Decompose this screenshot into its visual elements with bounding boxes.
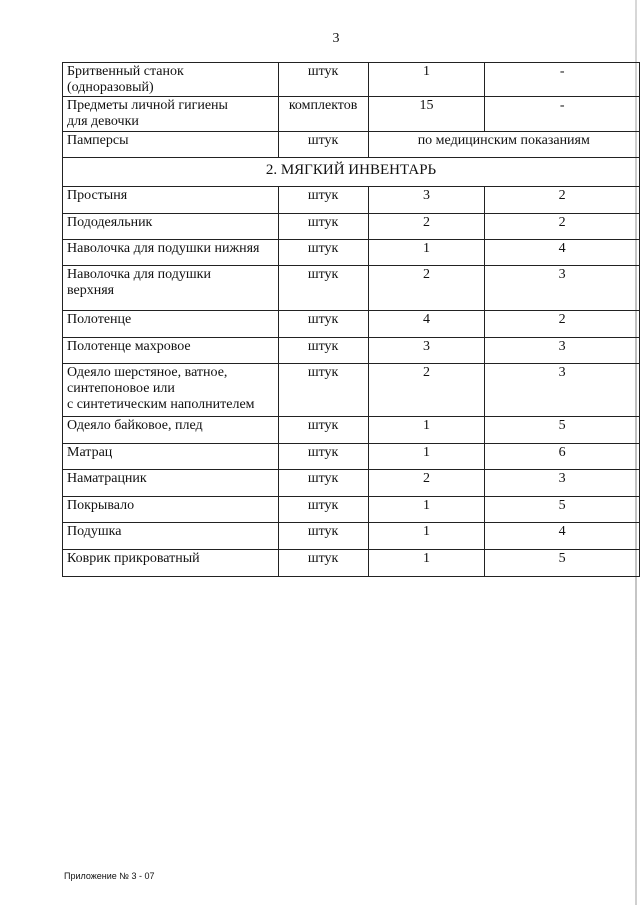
- table-body-top: [63, 63, 640, 187]
- table-row: [63, 187, 640, 214]
- item-unit: комплектов: [278, 97, 368, 132]
- item-value-1: 1: [368, 497, 485, 523]
- item-name: Покрывало: [63, 497, 279, 523]
- medical-indication-note: по медицинским показаниям: [368, 132, 639, 158]
- item-unit: штук: [278, 311, 368, 338]
- item-unit: штук: [278, 338, 368, 364]
- item-value-1: 2: [368, 470, 485, 497]
- item-value-1: 1: [368, 523, 485, 550]
- page-number: 3: [332, 31, 340, 46]
- item-unit: штук: [278, 497, 368, 523]
- item-name: Памперсы: [63, 132, 279, 158]
- table-row: [63, 470, 640, 497]
- table-row: [63, 97, 640, 132]
- footer-note: Приложение № 3 - 07: [64, 871, 155, 881]
- item-value-2: 5: [485, 497, 640, 523]
- item-unit: штук: [278, 266, 368, 311]
- item-name: Бритвенный станок (одноразовый): [63, 63, 279, 97]
- item-name: Одеяло байковое, плед: [63, 417, 279, 444]
- table-row: [63, 132, 640, 158]
- item-value-1: 2: [368, 364, 485, 417]
- section-row: [63, 158, 640, 187]
- table-row: [63, 266, 640, 311]
- item-unit: штук: [278, 364, 368, 417]
- item-name: Коврик прикроватный: [63, 550, 279, 577]
- item-value-2: 2: [485, 311, 640, 338]
- table-row: [63, 523, 640, 550]
- table-row: [63, 550, 640, 577]
- item-unit: штук: [278, 444, 368, 470]
- item-value-2: 2: [485, 187, 640, 214]
- item-value-1: 3: [368, 187, 485, 214]
- item-unit: штук: [278, 523, 368, 550]
- table-row: [63, 240, 640, 266]
- inventory-table: [62, 62, 640, 577]
- item-value-2: 3: [485, 470, 640, 497]
- table-body-soft-inventory: [63, 187, 640, 577]
- table-row: [63, 63, 640, 97]
- item-name: Наволочка для подушки нижняя: [63, 240, 279, 266]
- item-value-2: 4: [485, 240, 640, 266]
- table-row: [63, 364, 640, 417]
- item-unit: штук: [278, 470, 368, 497]
- item-unit: штук: [278, 417, 368, 444]
- table-row: [63, 338, 640, 364]
- item-value-2: 5: [485, 417, 640, 444]
- item-value-1: 2: [368, 266, 485, 311]
- item-value-2: -: [485, 97, 640, 132]
- item-unit: штук: [278, 132, 368, 158]
- item-unit: штук: [278, 240, 368, 266]
- item-value-1: 1: [368, 63, 485, 97]
- item-name: Наматрацник: [63, 470, 279, 497]
- table-row: [63, 214, 640, 240]
- item-value-1: 2: [368, 214, 485, 240]
- item-value-1: 1: [368, 240, 485, 266]
- item-value-2: 2: [485, 214, 640, 240]
- item-name: Подушка: [63, 523, 279, 550]
- item-value-1: 3: [368, 338, 485, 364]
- item-name: Полотенце: [63, 311, 279, 338]
- item-name: Пододеяльник: [63, 214, 279, 240]
- table-row: [63, 417, 640, 444]
- item-name: Предметы личной гигиены для девочки: [63, 97, 279, 132]
- item-value-2: 3: [485, 364, 640, 417]
- item-value-2: -: [485, 63, 640, 97]
- item-value-1: 1: [368, 417, 485, 444]
- item-name: Полотенце махровое: [63, 338, 279, 364]
- item-value-2: 6: [485, 444, 640, 470]
- item-unit: штук: [278, 550, 368, 577]
- item-value-2: 3: [485, 338, 640, 364]
- item-name: Одеяло шерстяное, ватное, синтепоновое или с синтетическим наполнителем: [63, 364, 279, 417]
- item-name: Наволочка для подушки верхняя: [63, 266, 279, 311]
- item-unit: штук: [278, 214, 368, 240]
- table-row: [63, 311, 640, 338]
- item-unit: штук: [278, 187, 368, 214]
- item-name: Простыня: [63, 187, 279, 214]
- item-value-2: 3: [485, 266, 640, 311]
- table-row: [63, 497, 640, 523]
- item-value-2: 4: [485, 523, 640, 550]
- item-value-1: 1: [368, 550, 485, 577]
- item-value-2: 5: [485, 550, 640, 577]
- item-name: Матрац: [63, 444, 279, 470]
- item-value-1: 15: [368, 97, 485, 132]
- item-value-1: 4: [368, 311, 485, 338]
- item-value-1: 1: [368, 444, 485, 470]
- item-unit: штук: [278, 63, 368, 97]
- table-row: [63, 444, 640, 470]
- section-title: 2. МЯГКИЙ ИНВЕНТАРЬ: [63, 158, 640, 187]
